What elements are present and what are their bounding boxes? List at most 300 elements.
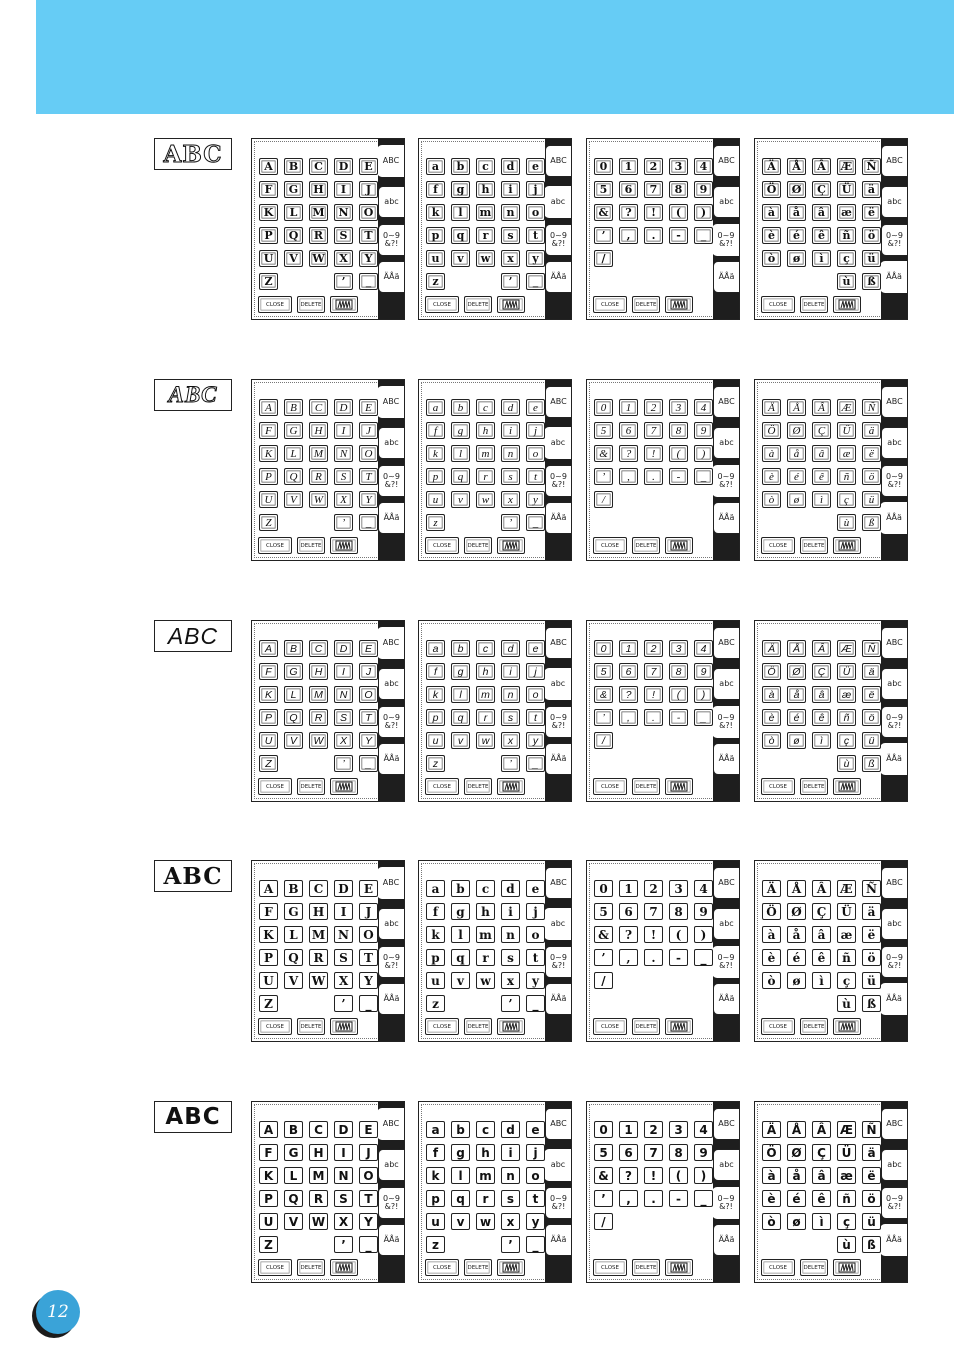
character-key[interactable]: ñ (837, 709, 856, 726)
character-key[interactable]: & (594, 686, 613, 703)
character-key[interactable]: x (501, 250, 520, 267)
character-key[interactable]: a (426, 399, 445, 416)
character-key[interactable]: q (451, 468, 470, 485)
character-key[interactable]: K (259, 686, 278, 703)
character-key[interactable]: ì (812, 972, 831, 989)
character-key[interactable]: Z (259, 514, 278, 531)
character-key[interactable]: ø (787, 732, 806, 749)
character-key[interactable]: ’ (594, 709, 613, 726)
tab-numbers-symbols[interactable]: 0~9 &?! (712, 465, 739, 497)
character-key[interactable]: K (259, 445, 278, 462)
character-key[interactable]: e (526, 1121, 545, 1138)
character-key[interactable]: Ö (762, 903, 781, 920)
character-key[interactable]: A (259, 640, 278, 657)
character-key[interactable]: _ (694, 227, 713, 244)
character-key[interactable]: ê (812, 468, 831, 485)
character-key[interactable]: ß (862, 273, 881, 290)
delete-button[interactable]: DELETE (632, 537, 660, 554)
character-key[interactable]: 9 (694, 903, 713, 920)
character-key[interactable]: ç (837, 972, 856, 989)
character-key[interactable]: ë (862, 926, 881, 943)
character-key[interactable]: ? (619, 445, 638, 462)
character-key[interactable]: & (594, 204, 613, 221)
tab-uppercase[interactable]: ABC (545, 1108, 571, 1140)
character-key[interactable]: 5 (594, 181, 613, 198)
character-key[interactable]: 5 (594, 422, 613, 439)
character-key[interactable]: 2 (644, 1121, 663, 1138)
tab-uppercase[interactable]: ABC (881, 1108, 907, 1140)
character-key[interactable]: p (426, 468, 445, 485)
character-key[interactable]: f (426, 422, 445, 439)
character-key[interactable]: d (501, 158, 520, 175)
character-key[interactable]: è (762, 227, 781, 244)
character-key[interactable]: n (501, 686, 520, 703)
character-key[interactable]: x (501, 491, 520, 508)
character-key[interactable]: ò (762, 250, 781, 267)
character-key[interactable]: ’ (501, 514, 520, 531)
character-key[interactable]: ë (862, 204, 881, 221)
character-key[interactable]: Z (259, 1236, 278, 1253)
character-key[interactable]: v (451, 1213, 470, 1230)
character-key[interactable]: H (309, 663, 328, 680)
character-key[interactable]: H (309, 422, 328, 439)
character-key[interactable]: b (451, 399, 470, 416)
character-key[interactable]: 5 (594, 1144, 613, 1161)
character-key[interactable]: 3 (669, 640, 688, 657)
tab-uppercase[interactable]: ABC (545, 627, 571, 659)
character-key[interactable]: Ö (762, 422, 781, 439)
delete-button[interactable]: DELETE (464, 296, 492, 313)
character-key[interactable]: _ (359, 995, 378, 1012)
character-key[interactable]: å (787, 1167, 806, 1184)
character-key[interactable]: Ñ (862, 640, 881, 657)
character-key[interactable]: à (762, 1167, 781, 1184)
tab-numbers-symbols[interactable]: 0~9 &?! (881, 1187, 907, 1219)
character-key[interactable]: x (501, 1213, 520, 1230)
character-key[interactable]: å (787, 204, 806, 221)
character-key[interactable]: _ (694, 1190, 713, 1207)
character-key[interactable]: g (451, 422, 470, 439)
character-key[interactable]: 3 (669, 880, 688, 897)
character-key[interactable]: X (334, 732, 353, 749)
character-key[interactable]: ò (762, 972, 781, 989)
character-key[interactable]: Ø (787, 663, 806, 680)
tab-uppercase[interactable]: ABC (377, 867, 404, 899)
character-key[interactable]: 8 (669, 422, 688, 439)
tab-uppercase[interactable]: ABC (881, 627, 907, 659)
character-key[interactable]: j (526, 181, 545, 198)
character-key[interactable]: y (526, 250, 545, 267)
character-key[interactable]: m (476, 926, 495, 943)
character-key[interactable]: 5 (594, 903, 613, 920)
character-key[interactable]: _ (359, 755, 378, 772)
character-key[interactable]: G (284, 663, 303, 680)
character-key[interactable]: C (309, 640, 328, 657)
close-button[interactable]: CLOSE (593, 296, 627, 313)
character-key[interactable]: t (526, 227, 545, 244)
character-key[interactable]: Ñ (862, 1121, 881, 1138)
character-key[interactable]: ? (619, 1167, 638, 1184)
character-key[interactable]: l (451, 686, 470, 703)
character-key[interactable]: ß (862, 755, 881, 772)
character-key[interactable]: G (284, 903, 303, 920)
stitch-mode-button[interactable] (330, 778, 358, 795)
character-key[interactable]: _ (694, 949, 713, 966)
tab-accented[interactable]: ÄÅä (713, 983, 739, 1015)
tab-accented[interactable]: ÄÅä (713, 743, 739, 775)
character-key[interactable]: F (259, 663, 278, 680)
character-key[interactable]: å (787, 926, 806, 943)
close-button[interactable]: CLOSE (593, 778, 627, 795)
character-key[interactable]: H (309, 903, 328, 920)
character-key[interactable]: à (762, 445, 781, 462)
tab-numbers-symbols[interactable]: 0~9 &?! (545, 706, 571, 738)
character-key[interactable]: o (526, 1167, 545, 1184)
character-key[interactable]: é (787, 1190, 806, 1207)
character-key[interactable]: X (334, 250, 353, 267)
tab-numbers-symbols[interactable]: 0~9 &?! (712, 946, 739, 978)
character-key[interactable]: Ö (762, 663, 781, 680)
character-key[interactable]: / (594, 250, 613, 267)
character-key[interactable]: O (359, 926, 378, 943)
character-key[interactable]: f (426, 181, 445, 198)
character-key[interactable]: æ (837, 445, 856, 462)
character-key[interactable]: U (259, 491, 278, 508)
character-key[interactable]: U (259, 732, 278, 749)
tab-lowercase[interactable]: abc (544, 1149, 571, 1181)
character-key[interactable]: N (334, 445, 353, 462)
character-key[interactable]: / (594, 491, 613, 508)
character-key[interactable]: v (451, 491, 470, 508)
character-key[interactable]: 6 (619, 903, 638, 920)
character-key[interactable]: U (259, 250, 278, 267)
character-key[interactable]: 2 (644, 880, 663, 897)
character-key[interactable]: C (309, 158, 328, 175)
character-key[interactable]: S (334, 468, 353, 485)
tab-lowercase[interactable]: abc (881, 1149, 907, 1181)
character-key[interactable]: S (334, 1190, 353, 1207)
character-key[interactable]: q (451, 227, 470, 244)
character-key[interactable]: c (476, 399, 495, 416)
character-key[interactable]: J (359, 903, 378, 920)
character-key[interactable]: L (284, 686, 303, 703)
character-key[interactable]: r (476, 468, 495, 485)
delete-button[interactable]: DELETE (464, 778, 492, 795)
close-button[interactable]: CLOSE (425, 537, 459, 554)
character-key[interactable]: E (359, 640, 378, 657)
stitch-mode-button[interactable] (497, 1259, 525, 1276)
tab-uppercase[interactable]: ABC (881, 386, 907, 418)
character-key[interactable]: O (359, 686, 378, 703)
tab-lowercase[interactable]: abc (378, 908, 404, 940)
character-key[interactable]: w (476, 732, 495, 749)
character-key[interactable]: c (476, 880, 495, 897)
character-key[interactable]: â (812, 1167, 831, 1184)
character-key[interactable]: t (526, 1190, 545, 1207)
character-key[interactable]: h (476, 422, 495, 439)
tab-accented[interactable]: ÄÅä (545, 261, 571, 293)
character-key[interactable]: ! (644, 204, 663, 221)
character-key[interactable]: g (451, 903, 470, 920)
character-key[interactable]: 7 (644, 1144, 663, 1161)
character-key[interactable]: i (501, 663, 520, 680)
character-key[interactable]: D (334, 640, 353, 657)
character-key[interactable]: o (526, 686, 545, 703)
character-key[interactable]: - (669, 949, 688, 966)
character-key[interactable]: v (451, 732, 470, 749)
close-button[interactable]: CLOSE (593, 1018, 627, 1035)
character-key[interactable]: Ñ (862, 158, 881, 175)
delete-button[interactable]: DELETE (297, 296, 325, 313)
character-key[interactable]: à (762, 204, 781, 221)
character-key[interactable]: y (526, 1213, 545, 1230)
character-key[interactable]: ç (837, 491, 856, 508)
stitch-mode-button[interactable] (665, 1259, 693, 1276)
character-key[interactable]: ì (812, 491, 831, 508)
character-key[interactable]: m (476, 1167, 495, 1184)
tab-lowercase[interactable]: abc (713, 1149, 739, 1181)
delete-button[interactable]: DELETE (297, 1259, 325, 1276)
character-key[interactable]: 2 (644, 158, 663, 175)
character-key[interactable]: R (309, 1190, 328, 1207)
character-key[interactable]: ü (862, 732, 881, 749)
character-key[interactable]: Y (359, 972, 378, 989)
character-key[interactable]: ñ (837, 468, 856, 485)
character-key[interactable]: o (526, 445, 545, 462)
character-key[interactable]: U (259, 1213, 278, 1230)
character-key[interactable]: W (309, 732, 328, 749)
character-key[interactable]: v (451, 250, 470, 267)
character-key[interactable]: , (619, 468, 638, 485)
character-key[interactable]: 9 (694, 422, 713, 439)
character-key[interactable]: Å (787, 880, 806, 897)
character-key[interactable]: . (644, 1190, 663, 1207)
tab-numbers-symbols[interactable]: 0~9 &?! (378, 224, 404, 256)
character-key[interactable]: ë (862, 686, 881, 703)
character-key[interactable]: Z (259, 755, 278, 772)
character-key[interactable]: _ (694, 468, 713, 485)
character-key[interactable]: O (359, 445, 378, 462)
character-key[interactable]: H (309, 1144, 328, 1161)
character-key[interactable]: 3 (669, 1121, 688, 1138)
character-key[interactable]: é (787, 227, 806, 244)
tab-uppercase[interactable]: ABC (545, 386, 571, 418)
character-key[interactable]: . (644, 468, 663, 485)
character-key[interactable]: M (309, 445, 328, 462)
character-key[interactable]: z (426, 995, 445, 1012)
close-button[interactable]: CLOSE (258, 1259, 292, 1276)
character-key[interactable]: Z (259, 273, 278, 290)
character-key[interactable]: E (359, 158, 378, 175)
close-button[interactable]: CLOSE (761, 537, 795, 554)
tab-uppercase[interactable]: ABC (713, 867, 739, 899)
character-key[interactable]: J (359, 422, 378, 439)
character-key[interactable]: Y (359, 491, 378, 508)
character-key[interactable]: u (426, 250, 445, 267)
character-key[interactable]: Ü (837, 903, 856, 920)
character-key[interactable]: q (451, 709, 470, 726)
character-key[interactable]: F (259, 181, 278, 198)
character-key[interactable]: à (762, 926, 781, 943)
character-key[interactable]: . (644, 709, 663, 726)
character-key[interactable]: Å (787, 640, 806, 657)
character-key[interactable]: M (309, 204, 328, 221)
character-key[interactable]: z (426, 273, 445, 290)
character-key[interactable]: Q (284, 709, 303, 726)
character-key[interactable]: h (476, 663, 495, 680)
character-key[interactable]: s (501, 1190, 520, 1207)
character-key[interactable]: å (787, 686, 806, 703)
character-key[interactable]: 0 (594, 399, 613, 416)
close-button[interactable]: CLOSE (425, 1018, 459, 1035)
character-key[interactable]: p (426, 949, 445, 966)
stitch-mode-button[interactable] (497, 296, 525, 313)
character-key[interactable]: Ç (812, 663, 831, 680)
character-key[interactable]: ) (694, 1167, 713, 1184)
character-key[interactable]: è (762, 1190, 781, 1207)
delete-button[interactable]: DELETE (632, 296, 660, 313)
character-key[interactable]: , (619, 227, 638, 244)
character-key[interactable]: , (619, 949, 638, 966)
character-key[interactable]: 7 (644, 663, 663, 680)
character-key[interactable]: ’ (501, 1236, 520, 1253)
tab-accented[interactable]: ÄÅä (880, 743, 907, 775)
character-key[interactable]: v (451, 972, 470, 989)
character-key[interactable]: u (426, 1213, 445, 1230)
character-key[interactable]: 0 (594, 880, 613, 897)
character-key[interactable]: ? (619, 926, 638, 943)
character-key[interactable]: R (309, 709, 328, 726)
character-key[interactable]: e (526, 399, 545, 416)
tab-accented[interactable]: ÄÅä (545, 1224, 571, 1256)
character-key[interactable]: F (259, 422, 278, 439)
character-key[interactable]: Æ (837, 399, 856, 416)
character-key[interactable]: d (501, 399, 520, 416)
character-key[interactable]: Å (787, 399, 806, 416)
character-key[interactable]: _ (526, 755, 545, 772)
character-key[interactable]: z (426, 1236, 445, 1253)
character-key[interactable]: R (309, 468, 328, 485)
character-key[interactable]: ê (812, 227, 831, 244)
tab-uppercase[interactable]: ABC (713, 1108, 739, 1140)
character-key[interactable]: â (812, 926, 831, 943)
delete-button[interactable]: DELETE (297, 778, 325, 795)
delete-button[interactable]: DELETE (632, 1018, 660, 1035)
character-key[interactable]: ! (644, 445, 663, 462)
character-key[interactable]: r (476, 949, 495, 966)
tab-uppercase[interactable]: ABC (713, 386, 739, 418)
character-key[interactable]: ù (837, 755, 856, 772)
character-key[interactable]: N (334, 204, 353, 221)
character-key[interactable]: z (426, 514, 445, 531)
character-key[interactable]: Ç (812, 903, 831, 920)
character-key[interactable]: w (476, 972, 495, 989)
delete-button[interactable]: DELETE (464, 537, 492, 554)
character-key[interactable]: T (359, 1190, 378, 1207)
tab-numbers-symbols[interactable]: 0~9 &?! (378, 706, 404, 738)
character-key[interactable]: ì (812, 250, 831, 267)
tab-accented[interactable]: ÄÅä (880, 502, 907, 534)
tab-lowercase[interactable]: abc (881, 668, 907, 700)
character-key[interactable]: u (426, 732, 445, 749)
character-key[interactable]: 0 (594, 1121, 613, 1138)
character-key[interactable]: ä (862, 181, 881, 198)
tab-accented[interactable]: ÄÅä (713, 1224, 739, 1256)
character-key[interactable]: & (594, 1167, 613, 1184)
character-key[interactable]: ù (837, 514, 856, 531)
tab-lowercase[interactable]: abc (544, 427, 571, 459)
character-key[interactable]: m (476, 445, 495, 462)
tab-accented[interactable]: ÄÅä (378, 1224, 404, 1256)
character-key[interactable]: ! (644, 1167, 663, 1184)
character-key[interactable]: Y (359, 250, 378, 267)
character-key[interactable]: f (426, 663, 445, 680)
character-key[interactable]: q (451, 949, 470, 966)
character-key[interactable]: & (594, 445, 613, 462)
character-key[interactable]: s (501, 709, 520, 726)
character-key[interactable]: ø (787, 250, 806, 267)
character-key[interactable]: k (426, 445, 445, 462)
delete-button[interactable]: DELETE (297, 1018, 325, 1035)
close-button[interactable]: CLOSE (761, 1018, 795, 1035)
character-key[interactable]: C (309, 880, 328, 897)
character-key[interactable]: & (594, 926, 613, 943)
character-key[interactable]: ! (644, 686, 663, 703)
character-key[interactable]: J (359, 181, 378, 198)
character-key[interactable]: o (526, 204, 545, 221)
character-key[interactable]: j (526, 903, 545, 920)
character-key[interactable]: b (451, 640, 470, 657)
character-key[interactable]: f (426, 1144, 445, 1161)
character-key[interactable]: 5 (594, 663, 613, 680)
character-key[interactable]: è (762, 709, 781, 726)
character-key[interactable]: Æ (837, 640, 856, 657)
character-key[interactable]: B (284, 158, 303, 175)
delete-button[interactable]: DELETE (800, 1259, 828, 1276)
character-key[interactable]: V (284, 1213, 303, 1230)
tab-lowercase[interactable]: abc (713, 668, 739, 700)
tab-uppercase[interactable]: ABC (881, 145, 907, 177)
tab-uppercase[interactable]: ABC (377, 627, 404, 659)
character-key[interactable]: 2 (644, 399, 663, 416)
character-key[interactable]: y (526, 491, 545, 508)
character-key[interactable]: ? (619, 686, 638, 703)
character-key[interactable]: ö (862, 1190, 881, 1207)
character-key[interactable]: K (259, 1167, 278, 1184)
character-key[interactable]: s (501, 949, 520, 966)
character-key[interactable]: h (476, 181, 495, 198)
close-button[interactable]: CLOSE (761, 296, 795, 313)
tab-numbers-symbols[interactable]: 0~9 &?! (712, 706, 739, 738)
character-key[interactable]: k (426, 926, 445, 943)
character-key[interactable]: 8 (669, 1144, 688, 1161)
character-key[interactable]: H (309, 181, 328, 198)
character-key[interactable]: Y (359, 1213, 378, 1230)
character-key[interactable]: Ä (762, 158, 781, 175)
character-key[interactable]: é (787, 949, 806, 966)
character-key[interactable]: X (334, 972, 353, 989)
character-key[interactable]: ß (862, 514, 881, 531)
character-key[interactable]: 4 (694, 640, 713, 657)
character-key[interactable]: a (426, 158, 445, 175)
character-key[interactable]: ñ (837, 1190, 856, 1207)
character-key[interactable]: Â (812, 640, 831, 657)
tab-accented[interactable]: ÄÅä (378, 743, 404, 775)
character-key[interactable]: A (259, 399, 278, 416)
character-key[interactable]: W (309, 491, 328, 508)
character-key[interactable]: T (359, 468, 378, 485)
tab-uppercase[interactable]: ABC (377, 386, 404, 418)
